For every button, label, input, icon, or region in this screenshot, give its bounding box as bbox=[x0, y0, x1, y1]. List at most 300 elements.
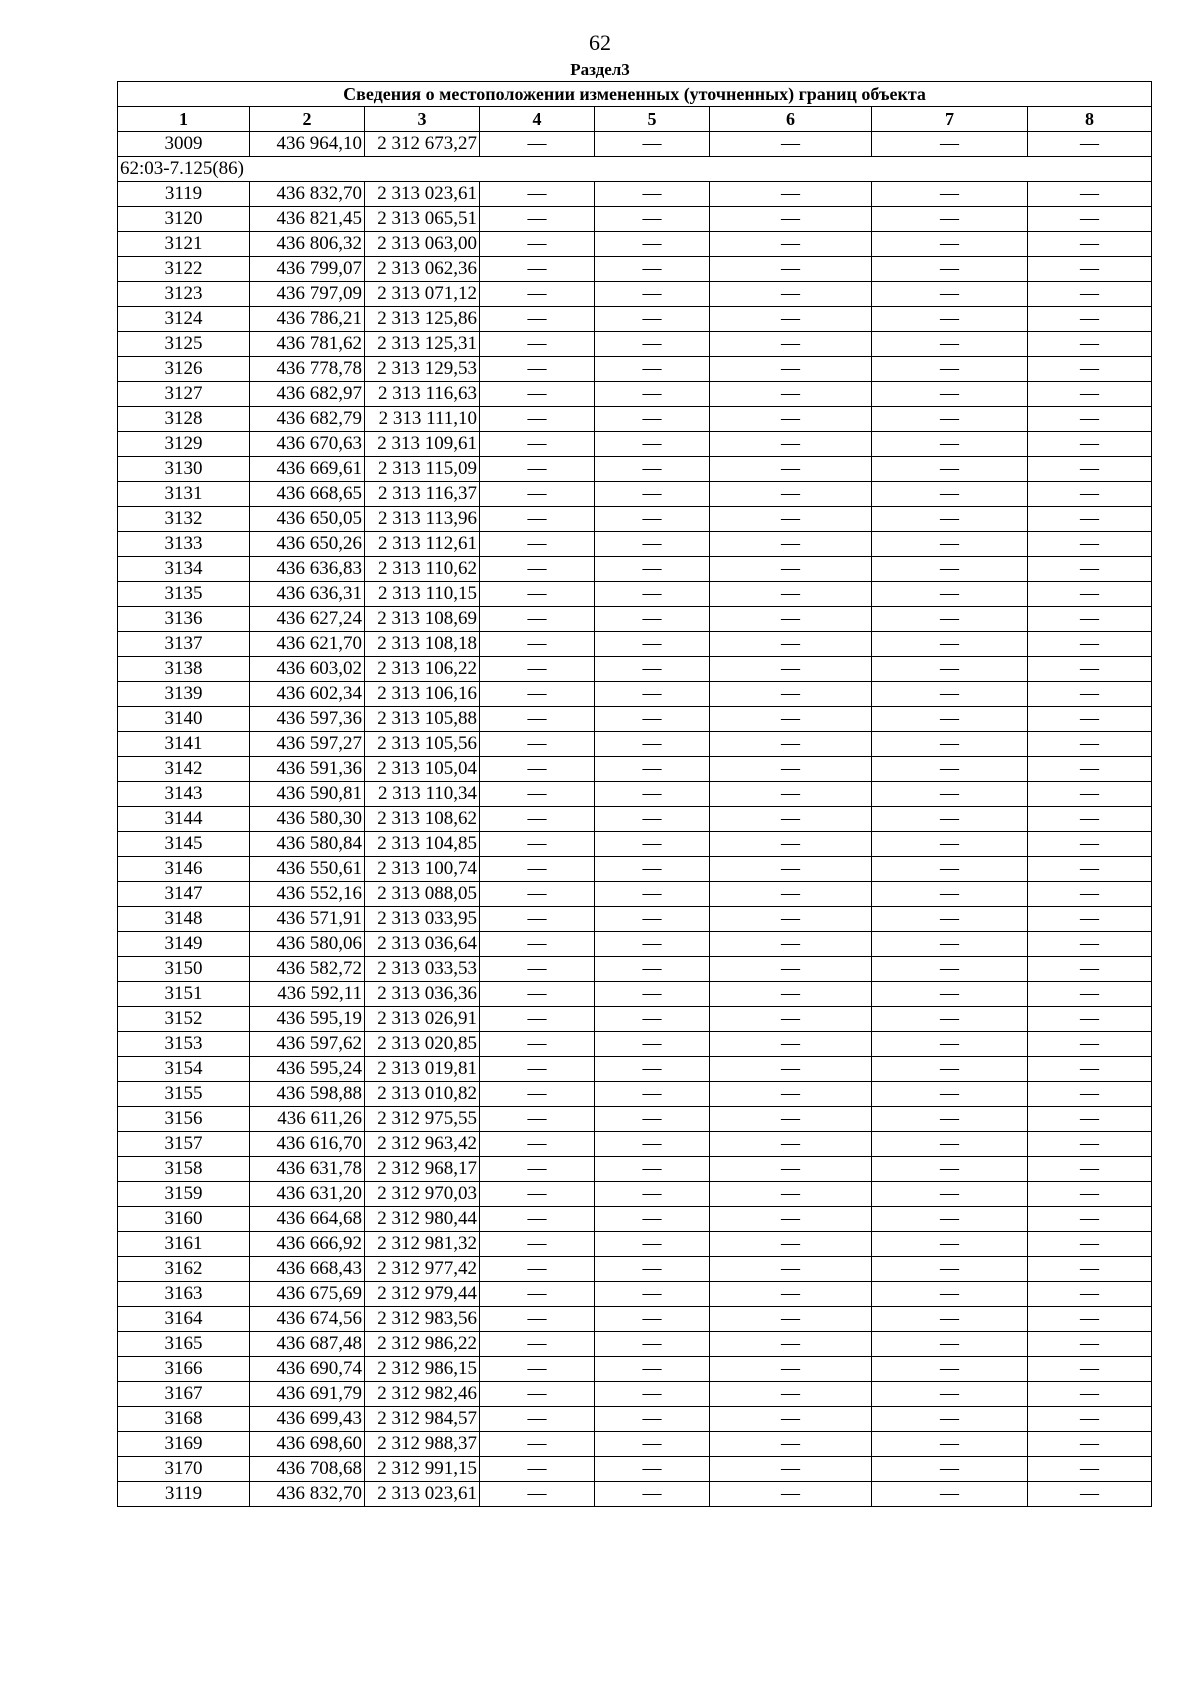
coordinate-y: 2 312 991,15 bbox=[365, 1457, 480, 1482]
coordinate-y: 2 312 970,03 bbox=[365, 1182, 480, 1207]
point-number: 3009 bbox=[118, 132, 250, 157]
empty-cell: — bbox=[872, 1282, 1028, 1307]
group-row bbox=[118, 157, 1152, 182]
coordinate-x: 436 650,05 bbox=[250, 507, 365, 532]
empty-cell: — bbox=[480, 657, 595, 682]
point-number: 3134 bbox=[118, 557, 250, 582]
coordinate-y: 2 313 036,36 bbox=[365, 982, 480, 1007]
column-header: 8 bbox=[1028, 107, 1152, 132]
coordinate-y: 2 313 110,15 bbox=[365, 582, 480, 607]
empty-cell: — bbox=[872, 507, 1028, 532]
point-number: 3169 bbox=[118, 1432, 250, 1457]
point-number: 3119 bbox=[118, 182, 250, 207]
empty-cell: — bbox=[1028, 307, 1152, 332]
section-title: Раздел3 bbox=[570, 60, 630, 79]
coordinate-y: 2 312 975,55 bbox=[365, 1107, 480, 1132]
empty-cell: — bbox=[595, 1407, 710, 1432]
empty-cell: — bbox=[710, 732, 872, 757]
coordinate-x: 436 670,63 bbox=[250, 432, 365, 457]
point-number: 3128 bbox=[118, 407, 250, 432]
coordinate-y: 2 313 116,63 bbox=[365, 382, 480, 407]
empty-cell: — bbox=[710, 657, 872, 682]
table-row bbox=[118, 482, 1152, 507]
coordinate-y: 2 312 979,44 bbox=[365, 1282, 480, 1307]
empty-cell: — bbox=[480, 1182, 595, 1207]
empty-cell: — bbox=[480, 1482, 595, 1507]
empty-cell: — bbox=[480, 1157, 595, 1182]
empty-cell: — bbox=[710, 457, 872, 482]
empty-cell: — bbox=[872, 457, 1028, 482]
empty-cell: — bbox=[872, 332, 1028, 357]
coordinate-y: 2 313 105,56 bbox=[365, 732, 480, 757]
coordinate-x: 436 580,84 bbox=[250, 832, 365, 857]
coordinate-x: 436 668,43 bbox=[250, 1257, 365, 1282]
empty-cell: — bbox=[710, 532, 872, 557]
empty-cell: — bbox=[872, 357, 1028, 382]
table-row bbox=[118, 1307, 1152, 1332]
empty-cell: — bbox=[1028, 1457, 1152, 1482]
empty-cell: — bbox=[872, 857, 1028, 882]
point-number: 3147 bbox=[118, 882, 250, 907]
empty-cell: — bbox=[595, 682, 710, 707]
empty-cell: — bbox=[1028, 332, 1152, 357]
empty-cell: — bbox=[872, 1182, 1028, 1207]
table-row bbox=[118, 1132, 1152, 1157]
empty-cell: — bbox=[1028, 857, 1152, 882]
empty-cell: — bbox=[1028, 1232, 1152, 1257]
empty-cell: — bbox=[480, 882, 595, 907]
empty-cell: — bbox=[710, 957, 872, 982]
empty-cell: — bbox=[480, 1432, 595, 1457]
empty-cell: — bbox=[595, 1307, 710, 1332]
column-header: 6 bbox=[710, 107, 872, 132]
coordinate-y: 2 312 983,56 bbox=[365, 1307, 480, 1332]
empty-cell: — bbox=[595, 332, 710, 357]
table-row bbox=[118, 382, 1152, 407]
coordinate-y: 2 313 108,69 bbox=[365, 607, 480, 632]
empty-cell: — bbox=[872, 1207, 1028, 1232]
empty-cell: — bbox=[480, 282, 595, 307]
empty-cell: — bbox=[872, 257, 1028, 282]
table-row bbox=[118, 882, 1152, 907]
coordinate-x: 436 666,92 bbox=[250, 1232, 365, 1257]
empty-cell: — bbox=[480, 557, 595, 582]
empty-cell: — bbox=[480, 1457, 595, 1482]
coordinate-y: 2 313 108,18 bbox=[365, 632, 480, 657]
empty-cell: — bbox=[1028, 832, 1152, 857]
empty-cell: — bbox=[480, 932, 595, 957]
empty-cell: — bbox=[1028, 457, 1152, 482]
table-row bbox=[118, 1157, 1152, 1182]
caption-row bbox=[118, 82, 1152, 107]
empty-cell: — bbox=[710, 1182, 872, 1207]
table-row bbox=[118, 1082, 1152, 1107]
coordinate-y: 2 313 112,61 bbox=[365, 532, 480, 557]
empty-cell: — bbox=[1028, 907, 1152, 932]
empty-cell: — bbox=[480, 707, 595, 732]
empty-cell: — bbox=[595, 207, 710, 232]
empty-cell: — bbox=[710, 1407, 872, 1432]
empty-cell: — bbox=[480, 1307, 595, 1332]
empty-cell: — bbox=[1028, 732, 1152, 757]
empty-cell: — bbox=[710, 307, 872, 332]
empty-cell: — bbox=[1028, 757, 1152, 782]
empty-cell: — bbox=[872, 757, 1028, 782]
empty-cell: — bbox=[595, 657, 710, 682]
table-row bbox=[118, 682, 1152, 707]
empty-cell: — bbox=[595, 1182, 710, 1207]
empty-cell: — bbox=[1028, 957, 1152, 982]
empty-cell: — bbox=[480, 632, 595, 657]
empty-cell: — bbox=[480, 532, 595, 557]
table-row bbox=[118, 182, 1152, 207]
empty-cell: — bbox=[710, 1332, 872, 1357]
empty-cell: — bbox=[1028, 1157, 1152, 1182]
empty-cell: — bbox=[595, 432, 710, 457]
empty-cell: — bbox=[710, 132, 872, 157]
point-number: 3129 bbox=[118, 432, 250, 457]
table-row bbox=[118, 207, 1152, 232]
empty-cell: — bbox=[1028, 1257, 1152, 1282]
empty-cell: — bbox=[1028, 882, 1152, 907]
empty-cell: — bbox=[710, 1207, 872, 1232]
point-number: 3157 bbox=[118, 1132, 250, 1157]
empty-cell: — bbox=[1028, 932, 1152, 957]
table-row bbox=[118, 332, 1152, 357]
coordinate-x: 436 582,72 bbox=[250, 957, 365, 982]
empty-cell: — bbox=[872, 557, 1028, 582]
coordinate-x: 436 631,78 bbox=[250, 1157, 365, 1182]
empty-cell: — bbox=[872, 582, 1028, 607]
coordinate-x: 436 650,26 bbox=[250, 532, 365, 557]
point-number: 3132 bbox=[118, 507, 250, 532]
point-number: 3161 bbox=[118, 1232, 250, 1257]
coordinate-x: 436 550,61 bbox=[250, 857, 365, 882]
empty-cell: — bbox=[1028, 1357, 1152, 1382]
point-number: 3135 bbox=[118, 582, 250, 607]
empty-cell: — bbox=[872, 232, 1028, 257]
column-header: 3 bbox=[365, 107, 480, 132]
table-row bbox=[118, 932, 1152, 957]
coordinate-x: 436 595,19 bbox=[250, 1007, 365, 1032]
coordinate-y: 2 313 063,00 bbox=[365, 232, 480, 257]
empty-cell: — bbox=[595, 307, 710, 332]
table-row bbox=[118, 132, 1152, 157]
empty-cell: — bbox=[1028, 1057, 1152, 1082]
empty-cell: — bbox=[595, 507, 710, 532]
empty-cell: — bbox=[872, 382, 1028, 407]
coordinate-y: 2 313 019,81 bbox=[365, 1057, 480, 1082]
empty-cell: — bbox=[595, 882, 710, 907]
empty-cell: — bbox=[872, 932, 1028, 957]
empty-cell: — bbox=[1028, 182, 1152, 207]
empty-cell: — bbox=[710, 882, 872, 907]
empty-cell: — bbox=[480, 1207, 595, 1232]
coordinate-x: 436 964,10 bbox=[250, 132, 365, 157]
point-number: 3166 bbox=[118, 1357, 250, 1382]
coordinate-y: 2 312 977,42 bbox=[365, 1257, 480, 1282]
empty-cell: — bbox=[595, 282, 710, 307]
coordinate-y: 2 313 125,86 bbox=[365, 307, 480, 332]
table-row bbox=[118, 957, 1152, 982]
coordinate-y: 2 313 026,91 bbox=[365, 1007, 480, 1032]
point-number: 3151 bbox=[118, 982, 250, 1007]
empty-cell: — bbox=[710, 1457, 872, 1482]
empty-cell: — bbox=[480, 457, 595, 482]
coordinates-table bbox=[117, 81, 1152, 1507]
empty-cell: — bbox=[710, 507, 872, 532]
empty-cell: — bbox=[1028, 1007, 1152, 1032]
empty-cell: — bbox=[1028, 707, 1152, 732]
empty-cell: — bbox=[595, 907, 710, 932]
empty-cell: — bbox=[595, 1432, 710, 1457]
table-row bbox=[118, 532, 1152, 557]
empty-cell: — bbox=[595, 1257, 710, 1282]
point-number: 3152 bbox=[118, 1007, 250, 1032]
coordinate-x: 436 675,69 bbox=[250, 1282, 365, 1307]
empty-cell: — bbox=[480, 357, 595, 382]
empty-cell: — bbox=[710, 1257, 872, 1282]
coordinate-x: 436 699,43 bbox=[250, 1407, 365, 1432]
point-number: 3148 bbox=[118, 907, 250, 932]
point-number: 3130 bbox=[118, 457, 250, 482]
cadastral-group-label: 62:03-7.125(86) bbox=[118, 157, 1152, 182]
empty-cell: — bbox=[710, 807, 872, 832]
empty-cell: — bbox=[872, 982, 1028, 1007]
empty-cell: — bbox=[595, 1232, 710, 1257]
empty-cell: — bbox=[480, 1357, 595, 1382]
table-row bbox=[118, 1282, 1152, 1307]
coordinate-y: 2 313 023,61 bbox=[365, 182, 480, 207]
coordinate-x: 436 832,70 bbox=[250, 1482, 365, 1507]
empty-cell: — bbox=[595, 1357, 710, 1382]
table-row bbox=[118, 1182, 1152, 1207]
empty-cell: — bbox=[1028, 207, 1152, 232]
empty-cell: — bbox=[872, 1107, 1028, 1132]
empty-cell: — bbox=[595, 1107, 710, 1132]
empty-cell: — bbox=[1028, 432, 1152, 457]
column-header: 1 bbox=[118, 107, 250, 132]
empty-cell: — bbox=[480, 782, 595, 807]
empty-cell: — bbox=[595, 1057, 710, 1082]
empty-cell: — bbox=[872, 632, 1028, 657]
empty-cell: — bbox=[1028, 1207, 1152, 1232]
table-row bbox=[118, 432, 1152, 457]
empty-cell: — bbox=[872, 207, 1028, 232]
empty-cell: — bbox=[480, 1132, 595, 1157]
table-row bbox=[118, 232, 1152, 257]
empty-cell: — bbox=[710, 1057, 872, 1082]
table-row bbox=[118, 982, 1152, 1007]
coordinate-y: 2 313 125,31 bbox=[365, 332, 480, 357]
empty-cell: — bbox=[872, 1307, 1028, 1332]
empty-cell: — bbox=[710, 282, 872, 307]
coordinate-y: 2 312 968,17 bbox=[365, 1157, 480, 1182]
empty-cell: — bbox=[1028, 657, 1152, 682]
table-row bbox=[118, 282, 1152, 307]
empty-cell: — bbox=[872, 532, 1028, 557]
coordinate-y: 2 313 106,16 bbox=[365, 682, 480, 707]
point-number: 3164 bbox=[118, 1307, 250, 1332]
table-row bbox=[118, 1207, 1152, 1232]
empty-cell: — bbox=[1028, 682, 1152, 707]
empty-cell: — bbox=[710, 1482, 872, 1507]
empty-cell: — bbox=[872, 1482, 1028, 1507]
empty-cell: — bbox=[710, 857, 872, 882]
empty-cell: — bbox=[872, 907, 1028, 932]
empty-cell: — bbox=[595, 832, 710, 857]
empty-cell: — bbox=[710, 607, 872, 632]
empty-cell: — bbox=[872, 832, 1028, 857]
coordinate-x: 436 571,91 bbox=[250, 907, 365, 932]
empty-cell: — bbox=[1028, 132, 1152, 157]
coordinate-y: 2 313 116,37 bbox=[365, 482, 480, 507]
empty-cell: — bbox=[872, 282, 1028, 307]
empty-cell: — bbox=[595, 757, 710, 782]
empty-cell: — bbox=[1028, 1332, 1152, 1357]
coordinate-y: 2 313 104,85 bbox=[365, 832, 480, 857]
empty-cell: — bbox=[595, 707, 710, 732]
empty-cell: — bbox=[480, 482, 595, 507]
coordinate-x: 436 636,83 bbox=[250, 557, 365, 582]
coordinate-x: 436 781,62 bbox=[250, 332, 365, 357]
coordinate-y: 2 313 105,04 bbox=[365, 757, 480, 782]
table-row bbox=[118, 1007, 1152, 1032]
point-number: 3122 bbox=[118, 257, 250, 282]
coordinate-x: 436 832,70 bbox=[250, 182, 365, 207]
point-number: 3153 bbox=[118, 1032, 250, 1057]
point-number: 3119 bbox=[118, 1482, 250, 1507]
column-header-row bbox=[118, 107, 1152, 132]
point-number: 3137 bbox=[118, 632, 250, 657]
table-row bbox=[118, 1357, 1152, 1382]
empty-cell: — bbox=[710, 1157, 872, 1182]
empty-cell: — bbox=[710, 1007, 872, 1032]
coordinate-x: 436 611,26 bbox=[250, 1107, 365, 1132]
coordinate-x: 436 664,68 bbox=[250, 1207, 365, 1232]
empty-cell: — bbox=[872, 132, 1028, 157]
coordinate-x: 436 799,07 bbox=[250, 257, 365, 282]
coordinate-x: 436 631,20 bbox=[250, 1182, 365, 1207]
empty-cell: — bbox=[710, 757, 872, 782]
empty-cell: — bbox=[1028, 507, 1152, 532]
empty-cell: — bbox=[872, 307, 1028, 332]
empty-cell: — bbox=[872, 1332, 1028, 1357]
coordinate-x: 436 708,68 bbox=[250, 1457, 365, 1482]
coordinate-y: 2 312 980,44 bbox=[365, 1207, 480, 1232]
empty-cell: — bbox=[1028, 1107, 1152, 1132]
coordinate-y: 2 313 033,53 bbox=[365, 957, 480, 982]
coordinate-x: 436 778,78 bbox=[250, 357, 365, 382]
point-number: 3142 bbox=[118, 757, 250, 782]
empty-cell: — bbox=[595, 632, 710, 657]
empty-cell: — bbox=[480, 757, 595, 782]
empty-cell: — bbox=[595, 1032, 710, 1057]
empty-cell: — bbox=[595, 407, 710, 432]
empty-cell: — bbox=[710, 1082, 872, 1107]
empty-cell: — bbox=[1028, 1282, 1152, 1307]
empty-cell: — bbox=[872, 182, 1028, 207]
empty-cell: — bbox=[872, 657, 1028, 682]
table-row bbox=[118, 907, 1152, 932]
empty-cell: — bbox=[872, 882, 1028, 907]
empty-cell: — bbox=[595, 1457, 710, 1482]
empty-cell: — bbox=[1028, 232, 1152, 257]
coordinate-x: 436 603,02 bbox=[250, 657, 365, 682]
coordinate-y: 2 313 062,36 bbox=[365, 257, 480, 282]
coordinate-x: 436 597,62 bbox=[250, 1032, 365, 1057]
empty-cell: — bbox=[1028, 1432, 1152, 1457]
coordinate-x: 436 602,34 bbox=[250, 682, 365, 707]
coordinate-y: 2 312 981,32 bbox=[365, 1232, 480, 1257]
table-row bbox=[118, 1482, 1152, 1507]
empty-cell: — bbox=[872, 957, 1028, 982]
coordinate-x: 436 668,65 bbox=[250, 482, 365, 507]
empty-cell: — bbox=[710, 1432, 872, 1457]
coordinate-y: 2 313 109,61 bbox=[365, 432, 480, 457]
coordinate-y: 2 313 065,51 bbox=[365, 207, 480, 232]
empty-cell: — bbox=[480, 682, 595, 707]
table-row bbox=[118, 1382, 1152, 1407]
empty-cell: — bbox=[872, 1382, 1028, 1407]
point-number: 3170 bbox=[118, 1457, 250, 1482]
empty-cell: — bbox=[595, 807, 710, 832]
point-number: 3126 bbox=[118, 357, 250, 382]
empty-cell: — bbox=[595, 482, 710, 507]
coordinate-y: 2 313 020,85 bbox=[365, 1032, 480, 1057]
empty-cell: — bbox=[480, 982, 595, 1007]
empty-cell: — bbox=[1028, 557, 1152, 582]
coordinate-x: 436 687,48 bbox=[250, 1332, 365, 1357]
empty-cell: — bbox=[872, 732, 1028, 757]
empty-cell: — bbox=[1028, 382, 1152, 407]
empty-cell: — bbox=[480, 1032, 595, 1057]
empty-cell: — bbox=[480, 1007, 595, 1032]
empty-cell: — bbox=[872, 607, 1028, 632]
column-header: 2 bbox=[250, 107, 365, 132]
table-row bbox=[118, 857, 1152, 882]
coordinate-y: 2 312 963,42 bbox=[365, 1132, 480, 1157]
empty-cell: — bbox=[595, 1282, 710, 1307]
table-row bbox=[118, 1407, 1152, 1432]
empty-cell: — bbox=[872, 1082, 1028, 1107]
empty-cell: — bbox=[480, 257, 595, 282]
coordinate-x: 436 598,88 bbox=[250, 1082, 365, 1107]
empty-cell: — bbox=[710, 932, 872, 957]
coordinate-x: 436 682,79 bbox=[250, 407, 365, 432]
empty-cell: — bbox=[710, 782, 872, 807]
coordinate-y: 2 312 986,22 bbox=[365, 1332, 480, 1357]
empty-cell: — bbox=[1028, 1382, 1152, 1407]
coordinate-x: 436 552,16 bbox=[250, 882, 365, 907]
empty-cell: — bbox=[872, 807, 1028, 832]
empty-cell: — bbox=[480, 1332, 595, 1357]
column-header: 4 bbox=[480, 107, 595, 132]
point-number: 3124 bbox=[118, 307, 250, 332]
table-row bbox=[118, 707, 1152, 732]
empty-cell: — bbox=[872, 1232, 1028, 1257]
empty-cell: — bbox=[710, 582, 872, 607]
table-row bbox=[118, 1232, 1152, 1257]
point-number: 3162 bbox=[118, 1257, 250, 1282]
table-row bbox=[118, 782, 1152, 807]
point-number: 3143 bbox=[118, 782, 250, 807]
point-number: 3123 bbox=[118, 282, 250, 307]
point-number: 3138 bbox=[118, 657, 250, 682]
empty-cell: — bbox=[710, 407, 872, 432]
empty-cell: — bbox=[595, 732, 710, 757]
table-row bbox=[118, 1032, 1152, 1057]
